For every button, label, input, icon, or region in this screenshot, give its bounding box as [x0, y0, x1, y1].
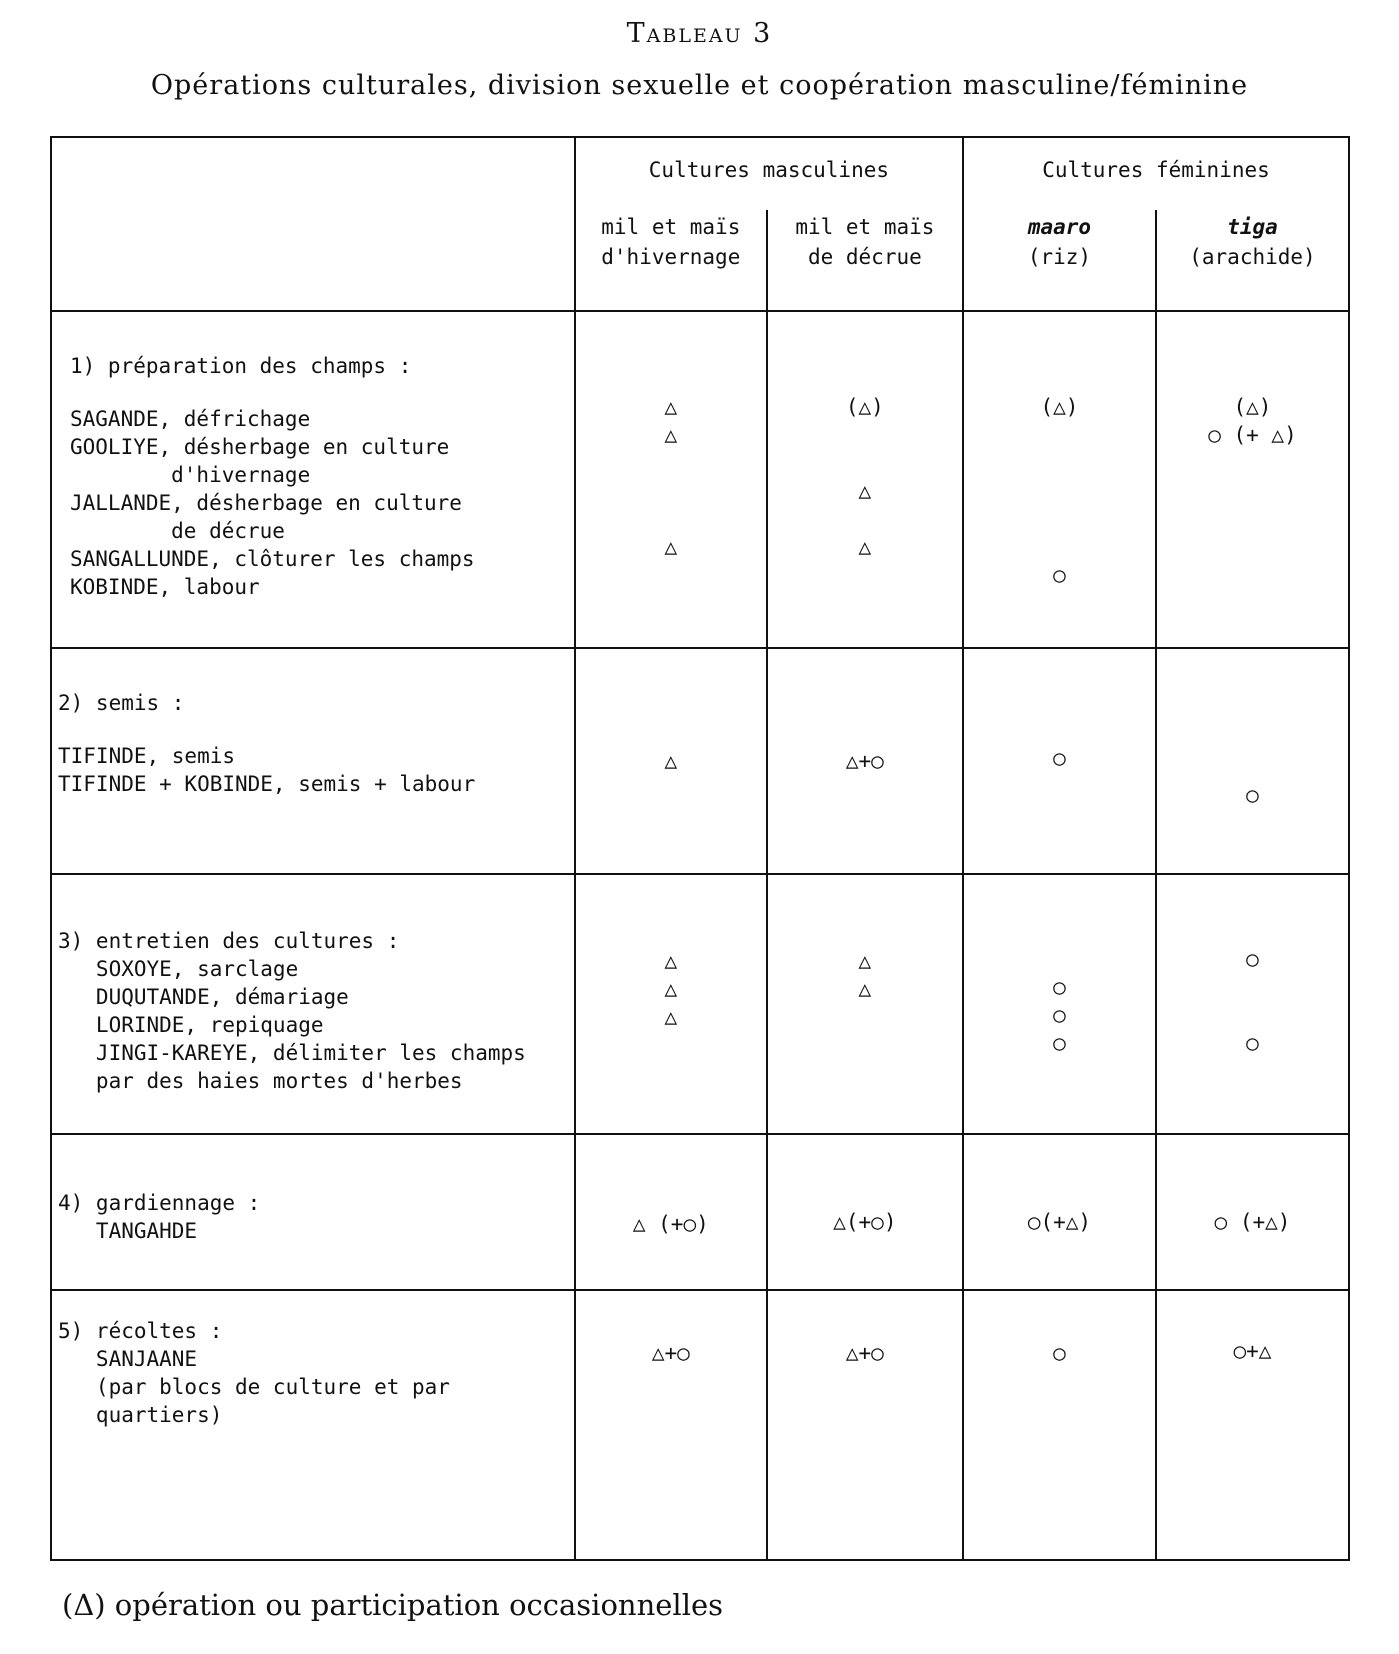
- participation-mark: ○: [1053, 975, 1066, 999]
- participation-mark: ○ (+ △): [1208, 423, 1297, 447]
- mark-cell: [575, 311, 767, 648]
- participation-mark: [1157, 973, 1348, 1001]
- participation-mark: △: [664, 535, 678, 559]
- section-row-harvest: [51, 1290, 1349, 1560]
- operation-line: TIFINDE, semis: [58, 744, 236, 768]
- mark-cell: [963, 311, 1156, 648]
- participation-mark: ○ (+△): [1214, 1210, 1291, 1234]
- mark-cell: [767, 648, 963, 874]
- participation-mark: △: [858, 479, 872, 503]
- crop-header-groundnut: [1156, 210, 1349, 311]
- mark-cell: [963, 1290, 1156, 1560]
- participation-mark: [1157, 477, 1348, 505]
- participation-mark: [576, 775, 766, 803]
- mark-cell: [1156, 1290, 1349, 1560]
- mark-cell: [767, 1134, 963, 1290]
- crop-detail: de décrue: [807, 245, 922, 269]
- operation-line: quartiers): [58, 1403, 223, 1427]
- mark-cell: [575, 1290, 767, 1560]
- mark-cell: [767, 311, 963, 648]
- participation-mark: ○+△: [1233, 1339, 1272, 1363]
- mark-cell: [767, 1290, 963, 1560]
- participation-mark: △: [664, 1005, 678, 1029]
- operation-line: TANGAHDE: [58, 1219, 198, 1243]
- operation-cell: [51, 648, 575, 874]
- participation-mark: △+○: [845, 1341, 884, 1365]
- header-empty-cell: [51, 137, 575, 311]
- participation-mark: [768, 1031, 962, 1059]
- operation-cell: [51, 311, 575, 648]
- participation-mark: △: [664, 395, 678, 419]
- participation-mark: △+○: [845, 749, 884, 773]
- operations-table: [50, 136, 1350, 1561]
- participation-mark: △: [858, 535, 872, 559]
- participation-mark: [768, 561, 962, 589]
- operation-line: DUQUTANDE, démariage: [58, 985, 349, 1009]
- operation-line: KOBINDE, labour: [70, 575, 260, 599]
- operation-line: GOOLIYE, désherbage en culture: [70, 435, 450, 459]
- section-row-guarding: [51, 1134, 1349, 1290]
- crop-name: maaro: [1027, 215, 1092, 239]
- operation-line: TIFINDE + KOBINDE, semis + labour: [58, 772, 476, 796]
- mark-cell: [767, 874, 963, 1134]
- mark-cell: [1156, 1134, 1349, 1290]
- header-group-row: [51, 137, 1349, 210]
- participation-mark: △+○: [651, 1341, 690, 1365]
- operation-line: SANGALLUNDE, clôturer les champs: [70, 547, 475, 571]
- participation-mark: △: [664, 949, 678, 973]
- mark-cell: [1156, 874, 1349, 1134]
- participation-mark: [964, 945, 1155, 973]
- participation-mark: (△): [1040, 395, 1079, 419]
- participation-mark: [964, 477, 1155, 505]
- participation-mark: [1157, 1001, 1348, 1029]
- participation-mark: [1157, 505, 1348, 533]
- participation-mark: [964, 449, 1155, 477]
- mark-cell: [575, 1134, 767, 1290]
- participation-mark: (△): [1233, 395, 1272, 419]
- operation-line: JINGI-KAREYE, délimiter les champs: [58, 1041, 526, 1065]
- participation-mark: [576, 505, 766, 533]
- participation-mark: [768, 1059, 962, 1087]
- participation-mark: ○(+△): [1027, 1210, 1092, 1234]
- participation-mark: [768, 505, 962, 533]
- participation-mark: [576, 1031, 766, 1059]
- participation-mark: [1157, 1057, 1348, 1085]
- operation-line: d'hivernage: [70, 463, 311, 487]
- mark-cell: [1156, 648, 1349, 874]
- participation-mark: ○: [1246, 1031, 1259, 1055]
- mark-cell: [963, 874, 1156, 1134]
- operation-line: SOXOYE, sarclage: [58, 957, 299, 981]
- section-row-field-preparation: [51, 311, 1349, 648]
- mark-cell: [575, 874, 767, 1134]
- table-subtitle: Opérations culturales, division sexuelle et coopération masculine/féminine: [150, 70, 1249, 101]
- crop-header-millet-recession: [767, 210, 963, 311]
- crop-detail: d'hivernage: [601, 245, 741, 269]
- section-heading: 3) entretien des cultures :: [58, 929, 400, 953]
- operation-line: par des haies mortes d'herbes: [58, 1069, 463, 1093]
- section-heading: 5) récoltes :: [58, 1319, 223, 1343]
- participation-mark: ○: [1246, 783, 1259, 807]
- legend-footnote: (Δ) opération ou participation occasionnelles: [62, 1588, 724, 1622]
- crop-name: mil et maïs: [795, 215, 935, 239]
- masculine-group-header: Cultures masculines: [575, 137, 963, 210]
- participation-mark: [1157, 449, 1348, 477]
- section-heading: 4) gardiennage :: [58, 1191, 261, 1215]
- participation-mark: △ (+○): [632, 1212, 709, 1236]
- operation-line: JALLANDE, désherbage en culture: [70, 491, 462, 515]
- participation-mark: [964, 421, 1155, 449]
- feminine-group-header: Cultures féminines: [963, 137, 1349, 210]
- crop-name: tiga: [1227, 215, 1278, 239]
- participation-mark: [964, 772, 1155, 800]
- operation-line: (par blocs de culture et par: [58, 1375, 450, 1399]
- participation-mark: [964, 505, 1155, 533]
- operation-line: SANJAANE: [58, 1347, 198, 1371]
- crop-detail: (arachide): [1189, 245, 1316, 269]
- operation-cell: [51, 1290, 575, 1560]
- participation-mark: [576, 561, 766, 589]
- operation-cell: [51, 1134, 575, 1290]
- crop-header-millet-winter: [575, 210, 767, 311]
- section-heading: 1) préparation des champs :: [70, 354, 412, 378]
- participation-mark: △: [858, 949, 872, 973]
- participation-mark: ○: [1053, 1003, 1066, 1027]
- participation-mark: △(+○): [833, 1210, 897, 1234]
- participation-mark: [964, 533, 1155, 561]
- participation-mark: △: [664, 749, 678, 773]
- participation-mark: [768, 421, 962, 449]
- mark-cell: [1156, 311, 1349, 648]
- participation-mark: [1157, 753, 1348, 781]
- operation-cell: [51, 874, 575, 1134]
- participation-mark: ○: [1053, 563, 1066, 587]
- operation-line: SAGANDE, défrichage: [70, 407, 311, 431]
- participation-mark: [768, 449, 962, 477]
- operation-line: de décrue: [70, 519, 285, 543]
- participation-mark: [768, 775, 962, 803]
- participation-mark: [964, 1057, 1155, 1085]
- participation-mark: [576, 449, 766, 477]
- crop-header-rice: [963, 210, 1156, 311]
- section-row-sowing: [51, 648, 1349, 874]
- table-title: Tableau 3: [626, 18, 773, 49]
- participation-mark: ○: [1246, 947, 1259, 971]
- crop-name: mil et maïs: [601, 215, 741, 239]
- participation-mark: [1157, 561, 1348, 589]
- section-heading: 2) semis :: [58, 691, 185, 715]
- operation-line: LORINDE, repiquage: [58, 1013, 324, 1037]
- participation-mark: ○: [1053, 746, 1066, 770]
- mark-cell: [963, 648, 1156, 874]
- section-row-maintenance: [51, 874, 1349, 1134]
- participation-mark: △: [664, 977, 678, 1001]
- participation-mark: [768, 1003, 962, 1031]
- participation-mark: [1157, 533, 1348, 561]
- participation-mark: ○: [1053, 1031, 1066, 1055]
- mark-cell: [963, 1134, 1156, 1290]
- participation-mark: [576, 477, 766, 505]
- participation-mark: ○: [1053, 1341, 1066, 1365]
- participation-mark: △: [858, 977, 872, 1001]
- mark-cell: [575, 648, 767, 874]
- participation-mark: [576, 1059, 766, 1087]
- participation-mark: (△): [845, 395, 884, 419]
- participation-mark: △: [664, 423, 678, 447]
- crop-detail: (riz): [1027, 245, 1092, 269]
